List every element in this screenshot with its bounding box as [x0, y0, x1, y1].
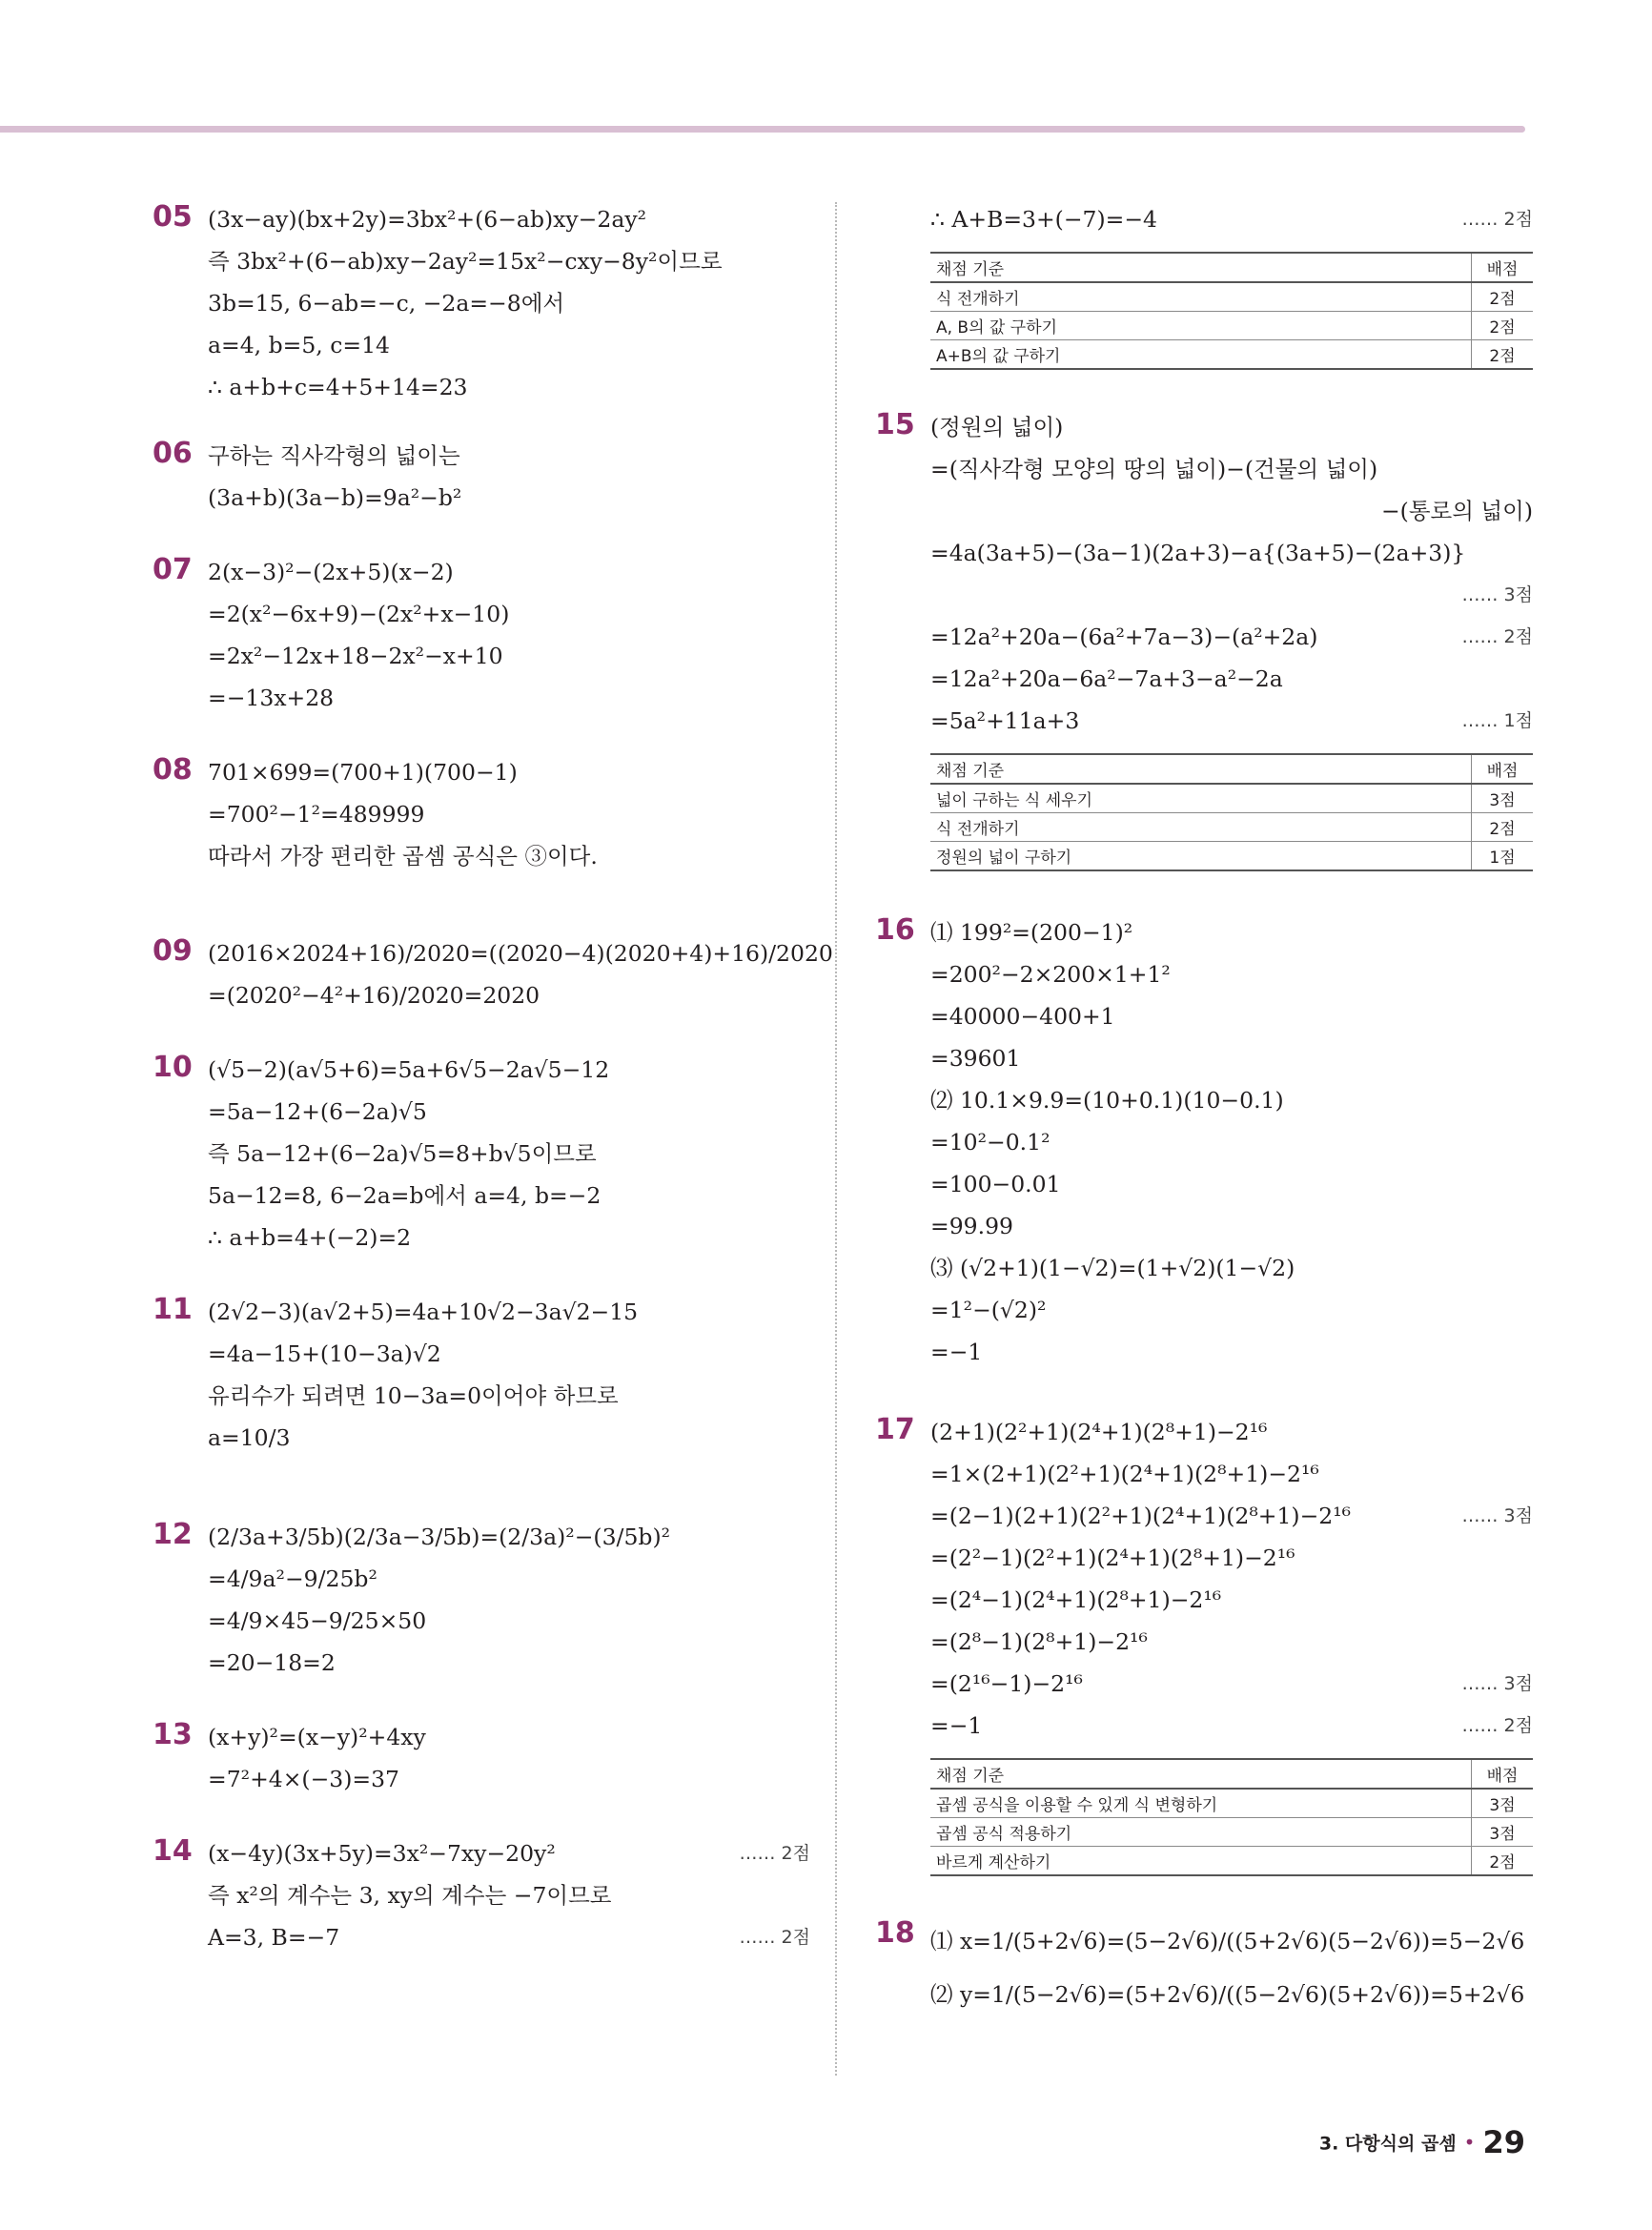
solution-line: a=10/3 [208, 1424, 291, 1451]
problem-number: 18 [875, 1916, 915, 1950]
problem-number: 06 [153, 437, 193, 470]
points-cell: 2점 [1472, 312, 1534, 340]
solution-line: =4a−15+(10−3a)√2 [208, 1340, 441, 1367]
problem-number: 08 [153, 753, 193, 787]
problem-12 [153, 1516, 810, 1684]
problem-number: 14 [153, 1834, 193, 1868]
points-cell: 2점 [1472, 340, 1534, 370]
solution-line: =700²−1²=489999 [208, 801, 425, 828]
grading-table [930, 252, 1533, 370]
solution-line [930, 574, 1533, 616]
solution-line: 5a−12=8, 6−2a=b에서 a=4, b=−2 [208, 1182, 602, 1209]
problem-number: 11 [153, 1293, 193, 1326]
problem-number: 13 [153, 1718, 193, 1751]
solution-line: ⑶ (√2+1)(1−√2)=(1+√2)(1−√2) [930, 1255, 1295, 1281]
problem-15 [875, 406, 1533, 871]
points-header: 배점 [1472, 754, 1534, 784]
problem-14-continued [875, 198, 1533, 370]
problem-17 [875, 1411, 1533, 1876]
solution-line: =99.99 [930, 1213, 1013, 1239]
score-mark: …… 2점 [739, 1927, 810, 1948]
score-mark: …… 2점 [1461, 626, 1533, 647]
solution-line: =200²−2×200×1+1² [930, 961, 1171, 988]
solution-line: =4/9×45−9/25×50 [208, 1607, 427, 1634]
solution-line: 3b=15, 6−ab=−c, −2a=−8에서 [208, 290, 565, 317]
score-mark: …… 2점 [1461, 1715, 1533, 1736]
points-cell: 3점 [1472, 1789, 1534, 1818]
solution-text: 즉 x²의 계수는 3, xy의 계수는 −7이므로 [208, 1882, 612, 1909]
criteria-cell: 넓이 구하는 식 세우기 [930, 784, 1472, 813]
problem-09 [153, 932, 833, 1016]
page-footer [1319, 2124, 1525, 2160]
score-mark: …… 3점 [1461, 1505, 1533, 1526]
grading-table [930, 753, 1533, 871]
solution-text: ∴ A+B=3+(−7)=−4 [930, 206, 1157, 233]
problem-number: 10 [153, 1051, 193, 1084]
grading-row [930, 813, 1533, 842]
criteria-cell: A, B의 값 구하기 [930, 312, 1472, 340]
solution-line: a=4, b=5, c=14 [208, 332, 390, 358]
problem-08 [153, 751, 810, 877]
solution-line [930, 1453, 1533, 1495]
solution-text: =12a²+20a−6a²−7a+3−a²−2a [930, 665, 1283, 692]
solution-line: (2016×2024+16)/2020=((2020−4)(2020+4)+16)/2020 [208, 940, 833, 967]
solution-line [930, 448, 1533, 490]
left-column [153, 198, 833, 1958]
grading-header [930, 754, 1533, 784]
solution-line [930, 1579, 1533, 1621]
points-header: 배점 [1472, 1759, 1534, 1789]
solution-line [930, 198, 1533, 240]
solution-line: =−13x+28 [208, 685, 335, 711]
solution-line: 따라서 가장 편리한 곱셈 공식은 ③이다. [208, 843, 598, 869]
grading-row [930, 1818, 1533, 1847]
problem-10 [153, 1049, 810, 1258]
points-cell: 2점 [1472, 1847, 1534, 1876]
points-cell: 3점 [1472, 1818, 1534, 1847]
solution-text: (2+1)(2²+1)(2⁴+1)(2⁸+1)−2¹⁶ [930, 1419, 1268, 1445]
grading-row [930, 312, 1533, 340]
problem-18 [875, 1914, 1533, 2021]
solution-line [930, 1411, 1533, 1453]
criteria-cell: 곱셈 공식 적용하기 [930, 1818, 1472, 1847]
solution-line: 2(x−3)²−(2x+5)(x−2) [208, 559, 454, 585]
solution-line: =7²+4×(−3)=37 [208, 1766, 399, 1792]
problem-number: 12 [153, 1518, 193, 1551]
solution-text: A=3, B=−7 [208, 1924, 340, 1951]
solution-line: =20−18=2 [208, 1649, 336, 1676]
criteria-header: 채점 기준 [930, 754, 1472, 784]
solution-line: =40000−400+1 [930, 1003, 1115, 1030]
solution-line: (√5−2)(a√5+6)=5a+6√5−2a√5−12 [208, 1056, 610, 1083]
points-header: 배점 [1472, 253, 1534, 282]
footer-bullet: • [1463, 2131, 1476, 2154]
solution-line: =2x²−12x+18−2x²−x+10 [208, 643, 503, 669]
problem-14 [153, 1832, 810, 1958]
solution-line: =5a−12+(6−2a)√5 [208, 1098, 427, 1125]
criteria-header: 채점 기준 [930, 1759, 1472, 1789]
score-mark: …… 3점 [1461, 1673, 1533, 1694]
solution-text: =(2¹⁶−1)−2¹⁶ [930, 1670, 1083, 1697]
solution-text: (x−4y)(3x+5y)=3x²−7xy−20y² [208, 1840, 556, 1867]
solution-line [208, 1832, 810, 1874]
problem-number: 17 [875, 1413, 915, 1446]
points-cell: 1점 [1472, 842, 1534, 871]
solution-line [930, 406, 1533, 448]
points-cell: 3점 [1472, 784, 1534, 813]
solution-line [930, 1621, 1533, 1663]
solution-line: (3a+b)(3a−b)=9a²−b² [208, 484, 462, 511]
criteria-cell: 식 전개하기 [930, 813, 1472, 842]
solution-text: =(2−1)(2+1)(2²+1)(2⁴+1)(2⁸+1)−2¹⁶ [930, 1503, 1352, 1529]
solution-text: =12a²+20a−(6a²+7a−3)−(a²+2a) [930, 624, 1318, 650]
solution-line [930, 658, 1533, 700]
problem-11 [153, 1291, 810, 1459]
grading-row [930, 340, 1533, 370]
solution-line: ⑵ y=1/(5−2√6)=(5+2√6)/((5−2√6)(5+2√6))=5+2√6 [930, 1981, 1525, 2008]
solution-text: =−1 [930, 1712, 983, 1739]
solution-line: =−1 [930, 1339, 983, 1365]
chapter-title: 3. 다항식의 곱셈 [1318, 2133, 1457, 2155]
solution-line: ⑵ 10.1×9.9=(10+0.1)(10−0.1) [930, 1087, 1284, 1114]
solution-text: =(2⁴−1)(2⁴+1)(2⁸+1)−2¹⁶ [930, 1586, 1222, 1613]
points-cell: 2점 [1472, 282, 1534, 312]
solution-line: =4/9a²−9/25b² [208, 1565, 377, 1592]
score-mark: …… 3점 [1461, 584, 1533, 605]
problem-07 [153, 551, 810, 719]
grading-row [930, 1847, 1533, 1876]
solution-line [930, 1663, 1533, 1705]
problem-number: 05 [153, 200, 193, 234]
score-mark: …… 1점 [1461, 710, 1533, 731]
solution-text: =(2⁸−1)(2⁸+1)−2¹⁶ [930, 1628, 1148, 1655]
header-bar [0, 126, 1525, 133]
solution-line [208, 1916, 810, 1958]
criteria-cell: 바르게 계산하기 [930, 1847, 1472, 1876]
solution-line [930, 532, 1533, 574]
solution-line [930, 1537, 1533, 1579]
solution-line: 701×699=(700+1)(700−1) [208, 759, 518, 786]
problem-number: 16 [875, 913, 915, 947]
solution-line [208, 1874, 810, 1916]
problem-number: 09 [153, 934, 193, 968]
solution-line: =1²−(√2)² [930, 1297, 1047, 1323]
solution-line: =(2020²−4²+16)/2020=2020 [208, 982, 540, 1009]
solution-text: (정원의 넓이) [930, 414, 1064, 440]
solution-line: 구하는 직사각형의 넓이는 [208, 442, 460, 469]
solution-line: =2(x²−6x+9)−(2x²+x−10) [208, 601, 510, 627]
solution-line: ∴ a+b+c=4+5+14=23 [208, 374, 468, 400]
solution-line: ⑴ 199²=(200−1)² [930, 919, 1133, 946]
score-mark: …… 2점 [739, 1843, 810, 1864]
criteria-cell: 정원의 넓이 구하기 [930, 842, 1472, 871]
criteria-cell: 식 전개하기 [930, 282, 1472, 312]
solution-line [930, 616, 1533, 658]
problem-05 [153, 198, 810, 408]
grading-table [930, 1758, 1533, 1876]
solution-text: =1×(2+1)(2²+1)(2⁴+1)(2⁸+1)−2¹⁶ [930, 1461, 1319, 1487]
problem-13 [153, 1716, 810, 1800]
solution-line: 즉 3bx²+(6−ab)xy−2ay²=15x²−cxy−8y²이므로 [208, 248, 723, 275]
solution-text: −(통로의 넓이) [1380, 498, 1533, 524]
solution-line: =100−0.01 [930, 1171, 1061, 1197]
solution-text: =4a(3a+5)−(3a−1)(2a+3)−a{(3a+5)−(2a+3)} [930, 540, 1466, 566]
problem-06 [153, 435, 810, 519]
grading-row [930, 784, 1533, 813]
solution-text: =(직사각형 모양의 땅의 넓이)−(건물의 넓이) [930, 456, 1378, 482]
solution-line [930, 700, 1533, 742]
solution-text: =5a²+11a+3 [930, 707, 1080, 734]
grading-row [930, 842, 1533, 871]
solution-line: (2/3a+3/5b)(2/3a−3/5b)=(2/3a)²−(3/5b)² [208, 1524, 671, 1550]
page-number: 29 [1482, 2124, 1525, 2160]
grading-row [930, 282, 1533, 312]
solution-line [930, 490, 1533, 532]
criteria-header: 채점 기준 [930, 253, 1472, 282]
solution-line: (x+y)²=(x−y)²+4xy [208, 1724, 426, 1750]
problem-16 [875, 911, 1533, 1373]
solution-line: ∴ a+b=4+(−2)=2 [208, 1224, 412, 1251]
points-cell: 2점 [1472, 813, 1534, 842]
solution-line: (3x−ay)(bx+2y)=3bx²+(6−ab)xy−2ay² [208, 206, 647, 233]
column-divider [835, 202, 837, 2076]
solution-line: =10²−0.1² [930, 1129, 1050, 1156]
grading-header [930, 1759, 1533, 1789]
solution-line: 유리수가 되려면 10−3a=0이어야 하므로 [208, 1382, 619, 1409]
solution-line: (2√2−3)(a√2+5)=4a+10√2−3a√2−15 [208, 1299, 639, 1325]
solution-line: ⑴ x=1/(5+2√6)=(5−2√6)/((5+2√6)(5−2√6))=5−2√6 [930, 1928, 1525, 1954]
solution-line [930, 1705, 1533, 1747]
grading-header [930, 253, 1533, 282]
right-column [875, 198, 1533, 2063]
solution-line: =39601 [930, 1045, 1021, 1072]
solution-line [930, 1495, 1533, 1537]
grading-row [930, 1789, 1533, 1818]
criteria-cell: 곱셈 공식을 이용할 수 있게 식 변형하기 [930, 1789, 1472, 1818]
solution-line: 즉 5a−12+(6−2a)√5=8+b√5이므로 [208, 1140, 597, 1167]
score-mark: …… 2점 [1461, 209, 1533, 230]
problem-number: 07 [153, 553, 193, 586]
criteria-cell: A+B의 값 구하기 [930, 340, 1472, 370]
solution-text: =(2²−1)(2²+1)(2⁴+1)(2⁸+1)−2¹⁶ [930, 1545, 1295, 1571]
problem-number: 15 [875, 408, 915, 441]
